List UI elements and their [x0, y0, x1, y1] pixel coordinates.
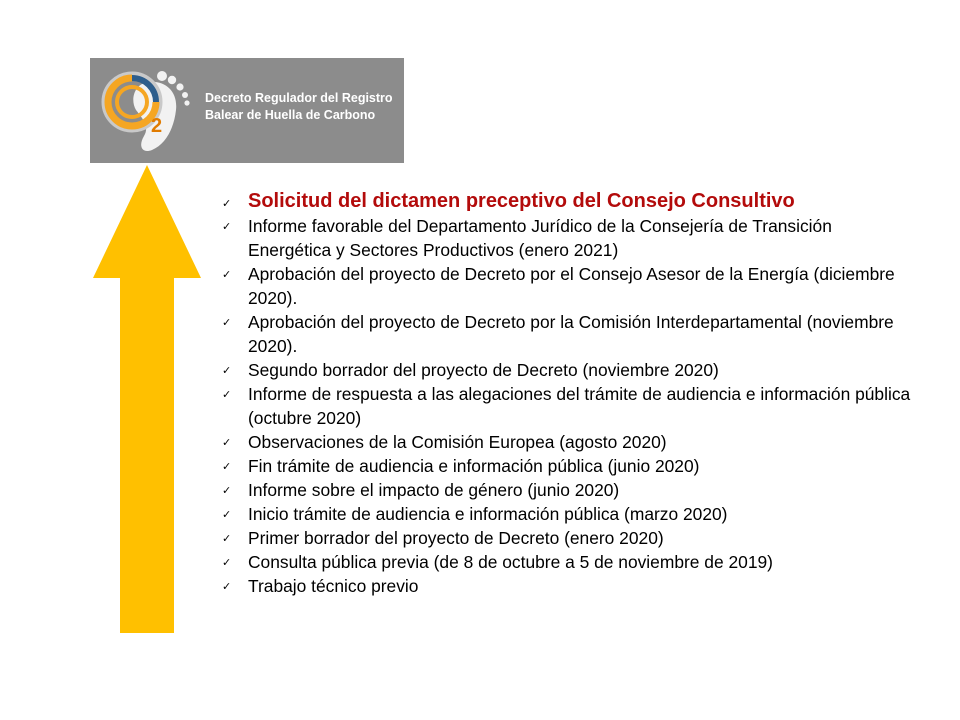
- milestone-item: [222, 502, 912, 526]
- milestone-item: [222, 454, 912, 478]
- check-icon: ✓: [222, 268, 232, 281]
- milestone-item: [222, 574, 912, 598]
- milestone-item: [222, 310, 912, 358]
- milestone-item: [222, 550, 912, 574]
- check-icon: ✓: [222, 436, 232, 449]
- logo-title: [205, 90, 393, 124]
- logo-title-line: Balear de Huella de Carbono: [205, 108, 376, 122]
- check-icon: ✓: [222, 532, 232, 545]
- milestone-item: [222, 262, 912, 310]
- check-icon: ✓: [222, 508, 232, 521]
- milestone-text: Aprobación del proyecto de Decreto por el Consejo Asesor de la Energía (diciembre 2020).: [248, 264, 895, 308]
- milestone-item: [222, 478, 912, 502]
- milestone-item: [222, 382, 912, 430]
- milestone-text: Trabajo técnico previo: [248, 576, 419, 596]
- milestone-text: Informe de respuesta a las alegaciones del trámite de audiencia e información pública (octubre 2020): [248, 384, 911, 428]
- milestone-text: Informe favorable del Departamento Jurídico de la Consejería de Transición Energética y Sectores Productivos (enero 2021): [248, 216, 832, 260]
- milestone-item-current: [222, 188, 912, 214]
- check-icon: ✓: [222, 197, 232, 210]
- milestone-list: [222, 188, 912, 598]
- milestone-item: [222, 214, 912, 262]
- check-icon: ✓: [222, 484, 232, 497]
- milestone-item: [222, 526, 912, 550]
- milestone-text: Primer borrador del proyecto de Decreto (enero 2020): [248, 528, 664, 548]
- o2-carbon-footprint-logo-icon: [96, 62, 196, 159]
- check-icon: ✓: [222, 364, 232, 377]
- milestone-text: Segundo borrador del proyecto de Decreto (noviembre 2020): [248, 360, 719, 380]
- milestone-text: Inicio trámite de audiencia e información pública (marzo 2020): [248, 504, 728, 524]
- logo-banner: [90, 58, 404, 163]
- milestone-text: Informe sobre el impacto de género (junio 2020): [248, 480, 620, 500]
- milestone-text: Observaciones de la Comisión Europea (agosto 2020): [248, 432, 667, 452]
- milestone-item: [222, 358, 912, 382]
- milestone-item: [222, 430, 912, 454]
- check-icon: ✓: [222, 220, 232, 233]
- check-icon: ✓: [222, 580, 232, 593]
- check-icon: ✓: [222, 460, 232, 473]
- milestone-text: Solicitud del dictamen preceptivo del Consejo Consultivo: [248, 190, 795, 212]
- milestone-text: Consulta pública previa (de 8 de octubre a 5 de noviembre de 2019): [248, 552, 773, 572]
- logo-title-line: Decreto Regulador del Registro: [205, 91, 393, 105]
- check-icon: ✓: [222, 556, 232, 569]
- svg-text:2: 2: [151, 115, 163, 137]
- milestone-text: Aprobación del proyecto de Decreto por la Comisión Interdepartamental (noviembre 2020).: [248, 312, 894, 356]
- up-arrow-icon: [93, 165, 201, 633]
- check-icon: ✓: [222, 388, 232, 401]
- milestone-text: Fin trámite de audiencia e información pública (junio 2020): [248, 456, 700, 476]
- check-icon: ✓: [222, 316, 232, 329]
